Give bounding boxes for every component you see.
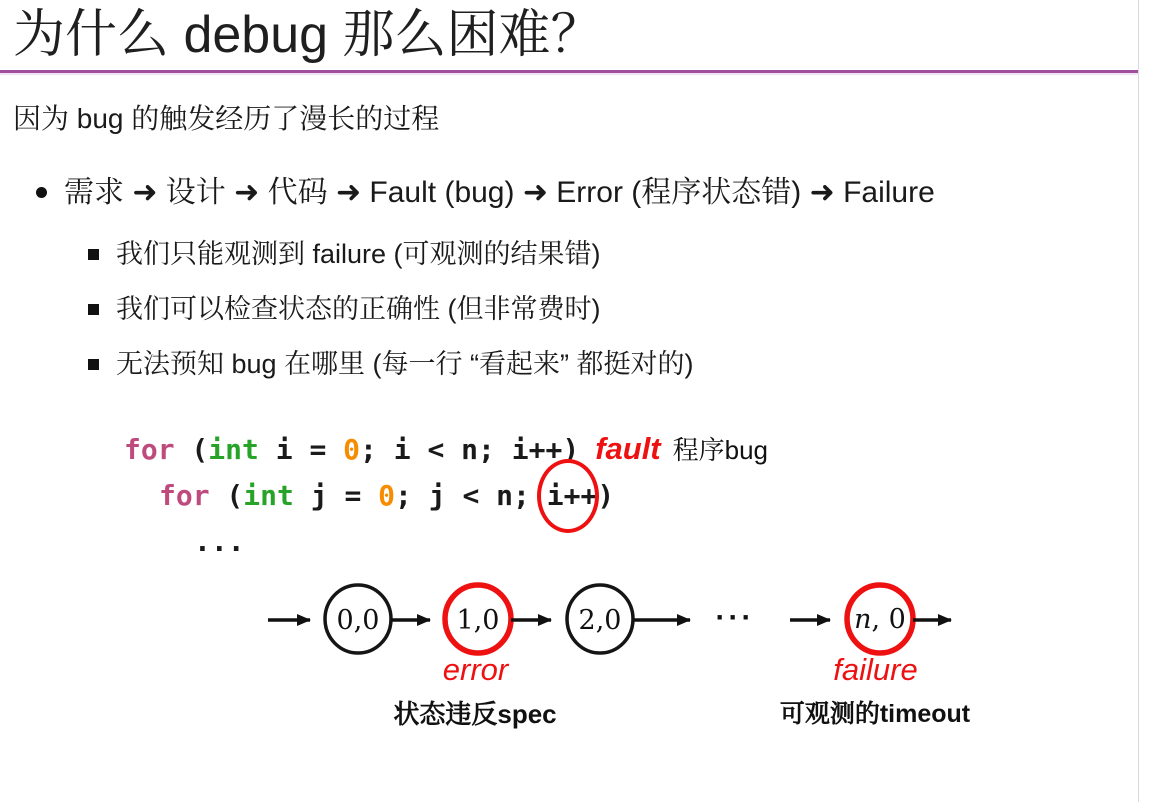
state-node-2 bbox=[567, 585, 633, 653]
code-line-1 bbox=[124, 426, 768, 473]
state-node-0 bbox=[325, 585, 391, 653]
bullet-square-marker bbox=[88, 359, 99, 370]
code-text: ; j < n; bbox=[395, 479, 547, 512]
sub-bullet-text: 我们可以检查状态的正确性 (但非常费时) bbox=[116, 294, 601, 324]
sub-bullet-item bbox=[88, 346, 694, 383]
page-title: 为什么 debug 那么困难？ bbox=[13, 6, 603, 64]
state-label: 0,0 bbox=[336, 605, 380, 636]
type-int: int bbox=[208, 433, 259, 466]
bug-token-text: i++ bbox=[546, 479, 598, 512]
code-line-2 bbox=[124, 473, 768, 519]
failure-label: failure bbox=[833, 652, 918, 687]
number-literal: 0 bbox=[378, 479, 396, 512]
ellipsis-dots: ··· bbox=[715, 601, 755, 634]
intro-text: 因为 bug 的触发经历了漫长的过程 bbox=[13, 103, 440, 134]
sub-bullet-item bbox=[88, 236, 601, 273]
slide-right-border bbox=[1138, 0, 1139, 802]
state-node-failure bbox=[847, 585, 913, 653]
fault-note: 程序bug bbox=[672, 435, 769, 465]
bullet-square-marker bbox=[88, 304, 99, 315]
number-literal: 0 bbox=[343, 433, 361, 466]
failure-caption: 可观测的timeout bbox=[779, 700, 971, 728]
code-text: ( bbox=[174, 433, 209, 466]
keyword-for: for bbox=[159, 479, 210, 512]
main-bullet-text: 需求 ➜ 设计 ➜ 代码 ➜ Fault (bug) ➜ Error (程序状态错) ➜ Failure bbox=[64, 176, 935, 209]
code-text: ( bbox=[209, 479, 244, 512]
code-text: j = bbox=[293, 479, 379, 512]
circled-bug-token bbox=[547, 473, 598, 519]
code-block bbox=[124, 426, 768, 565]
main-bullet-item bbox=[36, 172, 935, 213]
bullet-disc-marker bbox=[36, 187, 47, 198]
bullet-square-marker bbox=[88, 249, 99, 260]
state-label: n, 0 bbox=[854, 604, 906, 635]
sub-bullet-item bbox=[88, 291, 600, 328]
code-text: ; i < n; i++) bbox=[360, 433, 580, 466]
fault-label: fault bbox=[595, 431, 661, 466]
code-line-3: ... bbox=[194, 525, 245, 558]
error-label: error bbox=[442, 652, 509, 687]
state-label: 2,0 bbox=[578, 605, 622, 636]
keyword-for: for bbox=[124, 433, 175, 466]
sub-bullet-text: 无法预知 bug 在哪里 (每一行 “看起来” 都挺对的) bbox=[116, 349, 694, 379]
code-text: ) bbox=[597, 479, 615, 512]
code-text: i = bbox=[258, 433, 344, 466]
type-int: int bbox=[243, 479, 294, 512]
error-caption: 状态违反spec bbox=[393, 699, 557, 729]
title-divider bbox=[0, 70, 1139, 75]
state-label: 1,0 bbox=[456, 605, 500, 636]
sub-bullet-text: 我们只能观测到 failure (可观测的结果错) bbox=[116, 239, 601, 269]
state-node-error bbox=[445, 585, 511, 653]
